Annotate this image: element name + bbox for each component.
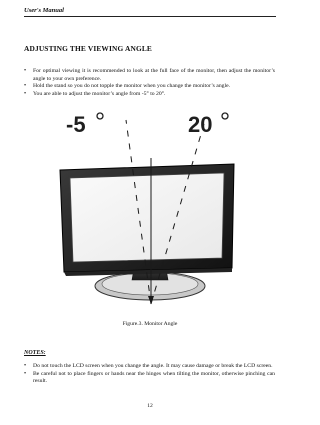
monitor-angle-figure [54,108,246,323]
section-title: ADJUSTING THE VIEWING ANGLE [24,44,153,53]
intro-bullet-1: • For optimal viewing it is recommended to look at the full face of the monitor, then adjust the monitor’s angle to your own preference. [24,68,275,83]
intro-bullet-list [24,68,275,99]
degree-icon [222,113,228,119]
notes-bullet-1: • Do not touch the LCD screen when you change the angle. It may cause damage or break the LCD screen. [24,363,275,371]
degree-icon [97,113,103,119]
angle-label-minus5: -5 [66,112,86,137]
monitor-screen [70,173,224,262]
figure-caption: Figure.3. Monitor Angle [122,321,178,327]
intro-bullet-3: • You are able to adjust the monitor’s angle from -5° to 20°. [24,91,275,99]
notes-bullet-list [24,363,275,386]
monitor-illustration [54,108,246,318]
angle-label-20: 20 [188,112,213,137]
header-rule [24,16,276,17]
page-number: 12 [147,403,153,409]
notes-heading: NOTES: [24,350,46,356]
intro-bullet-2: • Hold the stand so you do not topple the monitor when you change the monitor’s angle. [24,83,275,91]
running-header: User's Manual [24,7,64,14]
notes-bullet-2: • Be careful not to place fingers or hands near the hinges when tilting the monitor, otherwise pinching can result. [24,371,275,386]
